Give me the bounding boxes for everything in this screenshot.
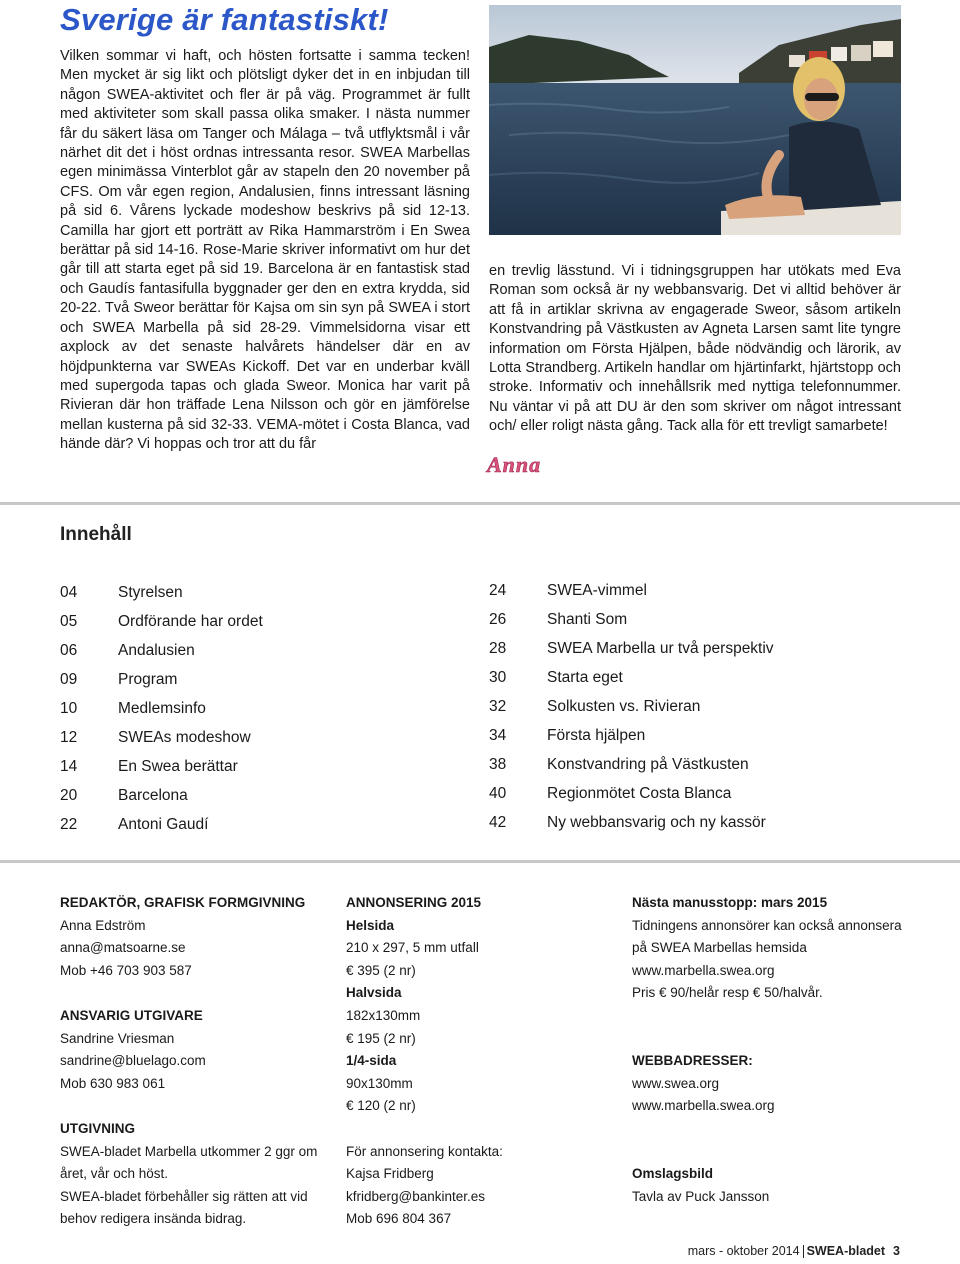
toc-title: Första hjälpen bbox=[547, 727, 646, 745]
toc-title: Konstvandring på Västkusten bbox=[547, 756, 749, 774]
toc-item[interactable] bbox=[60, 665, 460, 694]
ad-quarter-size: 90x130mm bbox=[346, 1075, 413, 1091]
toc-item[interactable] bbox=[60, 578, 460, 607]
toc-title: Barcelona bbox=[118, 787, 188, 805]
toc-page-number: 05 bbox=[60, 612, 78, 630]
toc-item[interactable] bbox=[489, 751, 889, 780]
toc-item[interactable] bbox=[60, 694, 460, 723]
web-ad-line: Tidningens annonsörer kan också annonsera bbox=[632, 917, 902, 933]
ad-half-size: 182x130mm bbox=[346, 1007, 421, 1023]
toc-title: Regionmötet Costa Blanca bbox=[547, 785, 732, 803]
toc-column-left bbox=[60, 578, 460, 840]
ad-quarter-label: 1/4-sida bbox=[346, 1053, 397, 1069]
issue-line: behov redigera insända bidrag. bbox=[60, 1211, 247, 1227]
ad-half-price: € 195 (2 nr) bbox=[346, 1030, 416, 1046]
toc-title: Andalusien bbox=[118, 641, 195, 659]
colophon-editorial bbox=[60, 892, 330, 1231]
divider-top bbox=[0, 502, 960, 505]
toc-page-number: 30 bbox=[489, 668, 507, 686]
toc-page-number: 34 bbox=[489, 727, 507, 745]
toc-page-number: 14 bbox=[60, 758, 78, 776]
ads-heading: ANNONSERING 2015 bbox=[346, 895, 482, 910]
signature-anna: Anna bbox=[487, 452, 542, 477]
divider-bottom bbox=[0, 860, 960, 863]
toc-item[interactable] bbox=[489, 692, 889, 721]
web-link[interactable]: www.swea.org bbox=[632, 1075, 720, 1091]
editor-phone: Mob +46 703 903 587 bbox=[60, 962, 192, 978]
intro-paragraph-right: en trevlig lässtund. Vi i tidningsgruppen har utökats med Eva Roman som också är ny webbansvarig. Det vi alltid behöver är att få in artiklar skrivna av engagerade Sweor, såsom artikeln Konstvandring på Västkusten av Agneta Larsen samt lite tyngre information om Första Hjälpen, både nödvändig och lärorik, av Lotta Strandberg. Artikeln handlar om hjärtinfarkt, hjärtstopp och stroke. Informativ och innehållsrik med nyttiga telefonnummer. Nu väntar vi på att DU är den som skriver om något intressant och/ eller roligt nästa gång. Tack alla för ett trevligt samarbete! bbox=[489, 263, 901, 435]
toc-item[interactable] bbox=[60, 753, 460, 782]
toc-page-number: 04 bbox=[60, 583, 78, 601]
toc-title: Starta eget bbox=[547, 668, 623, 686]
cover-heading: Omslagsbild bbox=[632, 1166, 714, 1182]
ad-contact-intro: För annonsering kontakta: bbox=[346, 1143, 503, 1159]
ad-half-label: Halvsida bbox=[346, 985, 402, 1001]
toc-title: Antoni Gaudí bbox=[118, 816, 209, 834]
toc-title: Shanti Som bbox=[547, 610, 628, 628]
web-heading: WEBBADRESSER: bbox=[632, 1053, 753, 1069]
colophon-info bbox=[632, 892, 932, 1208]
cover-photo-woman-on-boat bbox=[489, 5, 901, 235]
publisher-phone: Mob 630 983 061 bbox=[60, 1075, 166, 1091]
toc-page-number: 38 bbox=[489, 756, 507, 774]
issue-line: SWEA-bladet Marbella utkommer 2 ggr om bbox=[60, 1143, 318, 1159]
toc-title: Styrelsen bbox=[118, 583, 183, 601]
editor-email[interactable]: anna@matsoarne.se bbox=[60, 940, 186, 956]
toc-title: Medlemsinfo bbox=[118, 699, 206, 717]
intro-paragraph-left: Vilken sommar vi haft, och hösten fortsatte i samma tecken! Men mycket är sig likt och plötsligt dyker det in en inbjudan till någon SWEA-aktivitet och fler är på väg. Programmet är fullt med aktiviteter som skall passa olika smaker. I nästa nummer får du säkert läsa om Tanger och Málaga – två utflyktsmål i vår närhet dit det i höst ordnas intressanta resor. SWEA Marbellas egen minimässa Vinterblot går av stapeln den 20 november på CFS. Om vår egen region, Andalusien, finns intressant läsning på sid 6. Vårens lyckade modeshow beskrivs på sid 12-13. Camilla har gjort ett porträtt av Rika Hammarström i En Swea berättar på sid 14-16. Rose-Marie skriver informativt om hur det går till att starta eget på sid 19. Barcelona är en fantastisk stad och Gaudís fantasifulla byggnader ger den en extra krydda, sid 20-22. Två Sweor berättar för Kajsa om sin syn på SWEA i stort och SWEA Marbella på sid 28-29. Vimmelsidorna visar ett axplock av det senaste halvårets händelser där en av höjdpunkterna var SWEAs Kickoff. Det var en underbar kväll med supergoda tapas och glada Sweor. Monica har varit på Rivieran där hon träffade Lena Nilsson och gör en jämförelse mellan kusterna på sid 32-33. VEMA-mötet i Costa Blanca, vad hände där? Vi hoppas och tror att du får bbox=[60, 48, 470, 453]
editor-heading: REDAKTÖR, GRAFISK FORMGIVNING bbox=[60, 895, 306, 910]
footer-separator bbox=[803, 1245, 804, 1258]
page-number: 3 bbox=[893, 1244, 900, 1258]
toc-title: Program bbox=[118, 670, 178, 688]
toc-item[interactable] bbox=[60, 811, 460, 840]
toc-title: SWEA Marbella ur två perspektiv bbox=[547, 639, 774, 657]
page-footer bbox=[688, 1244, 900, 1258]
toc-title: Solkusten vs. Rivieran bbox=[547, 697, 701, 715]
house-3 bbox=[831, 47, 847, 61]
web-ad-url[interactable]: www.marbella.swea.org bbox=[632, 962, 775, 978]
toc-page-number: 10 bbox=[60, 699, 78, 717]
toc-page-number: 28 bbox=[489, 639, 507, 657]
photo-illustration bbox=[489, 5, 901, 235]
toc-page-number: 12 bbox=[60, 729, 78, 747]
editor-name: Anna Edström bbox=[60, 917, 146, 933]
toc-item[interactable] bbox=[489, 576, 889, 605]
footer-brand: SWEA-bladet bbox=[806, 1244, 886, 1258]
ad-contact-name: Kajsa Fridberg bbox=[346, 1166, 434, 1182]
toc-page-number: 26 bbox=[489, 610, 507, 628]
toc-column-right bbox=[489, 576, 889, 838]
publisher-heading: ANSVARIG UTGIVARE bbox=[60, 1007, 203, 1023]
toc-title: Ordförande har ordet bbox=[118, 612, 263, 630]
publisher-email[interactable]: sandrine@bluelago.com bbox=[60, 1053, 206, 1069]
publisher-name: Sandrine Vriesman bbox=[60, 1030, 175, 1046]
web-link[interactable]: www.marbella.swea.org bbox=[632, 1098, 775, 1114]
toc-item[interactable] bbox=[489, 809, 889, 838]
toc-page-number: 42 bbox=[489, 814, 507, 832]
page-title: Sverige är fantastiskt! bbox=[60, 2, 389, 37]
toc-page-number: 09 bbox=[60, 670, 78, 688]
issue-line: året, vår och höst. bbox=[60, 1166, 169, 1182]
toc-page-number: 40 bbox=[489, 785, 507, 803]
toc-item[interactable] bbox=[60, 782, 460, 811]
ad-full-size: 210 x 297, 5 mm utfall bbox=[346, 940, 479, 956]
deadline-heading: Nästa manusstopp: mars 2015 bbox=[632, 895, 828, 910]
toc-item[interactable] bbox=[489, 605, 889, 634]
toc-page-number: 20 bbox=[60, 787, 78, 805]
house-4 bbox=[851, 45, 871, 61]
toc-item[interactable] bbox=[60, 636, 460, 665]
toc-title: En Swea berättar bbox=[118, 758, 238, 776]
toc-item[interactable] bbox=[60, 723, 460, 752]
house-5 bbox=[873, 41, 893, 57]
toc-item[interactable] bbox=[489, 634, 889, 663]
toc-title: SWEAs modeshow bbox=[118, 729, 251, 747]
toc-item[interactable] bbox=[489, 663, 889, 692]
issue-heading: UTGIVNING bbox=[60, 1120, 136, 1136]
toc-page-number: 06 bbox=[60, 641, 78, 659]
toc-item[interactable] bbox=[489, 721, 889, 750]
web-ad-line: på SWEA Marbellas hemsida bbox=[632, 940, 807, 956]
toc-heading: Innehåll bbox=[60, 524, 132, 545]
toc-page-number: 32 bbox=[489, 697, 507, 715]
ad-contact-phone: Mob 696 804 367 bbox=[346, 1211, 452, 1227]
footer-issue: mars - oktober 2014 bbox=[687, 1244, 800, 1258]
toc-title: Ny webbansvarig och ny kassör bbox=[547, 814, 766, 832]
toc-page-number: 22 bbox=[60, 816, 78, 834]
ad-full-label: Helsida bbox=[346, 917, 395, 933]
ad-full-price: € 395 (2 nr) bbox=[346, 962, 416, 978]
toc-item[interactable] bbox=[489, 780, 889, 809]
sunglasses-icon bbox=[805, 93, 839, 101]
ad-quarter-price: € 120 (2 nr) bbox=[346, 1098, 416, 1114]
ad-contact-email[interactable]: kfridberg@bankinter.es bbox=[346, 1188, 486, 1204]
toc-item[interactable] bbox=[60, 607, 460, 636]
toc-title: SWEA-vimmel bbox=[547, 581, 647, 599]
colophon-advertising bbox=[346, 892, 606, 1231]
toc-page-number: 24 bbox=[489, 581, 507, 599]
intro-text-left bbox=[60, 47, 470, 455]
intro-text-right bbox=[489, 262, 901, 437]
issue-line: SWEA-bladet förbehåller sig rätten att vid bbox=[60, 1188, 308, 1204]
web-ad-price: Pris € 90/helår resp € 50/halvår. bbox=[632, 985, 823, 1001]
cover-text: Tavla av Puck Jansson bbox=[632, 1188, 770, 1204]
